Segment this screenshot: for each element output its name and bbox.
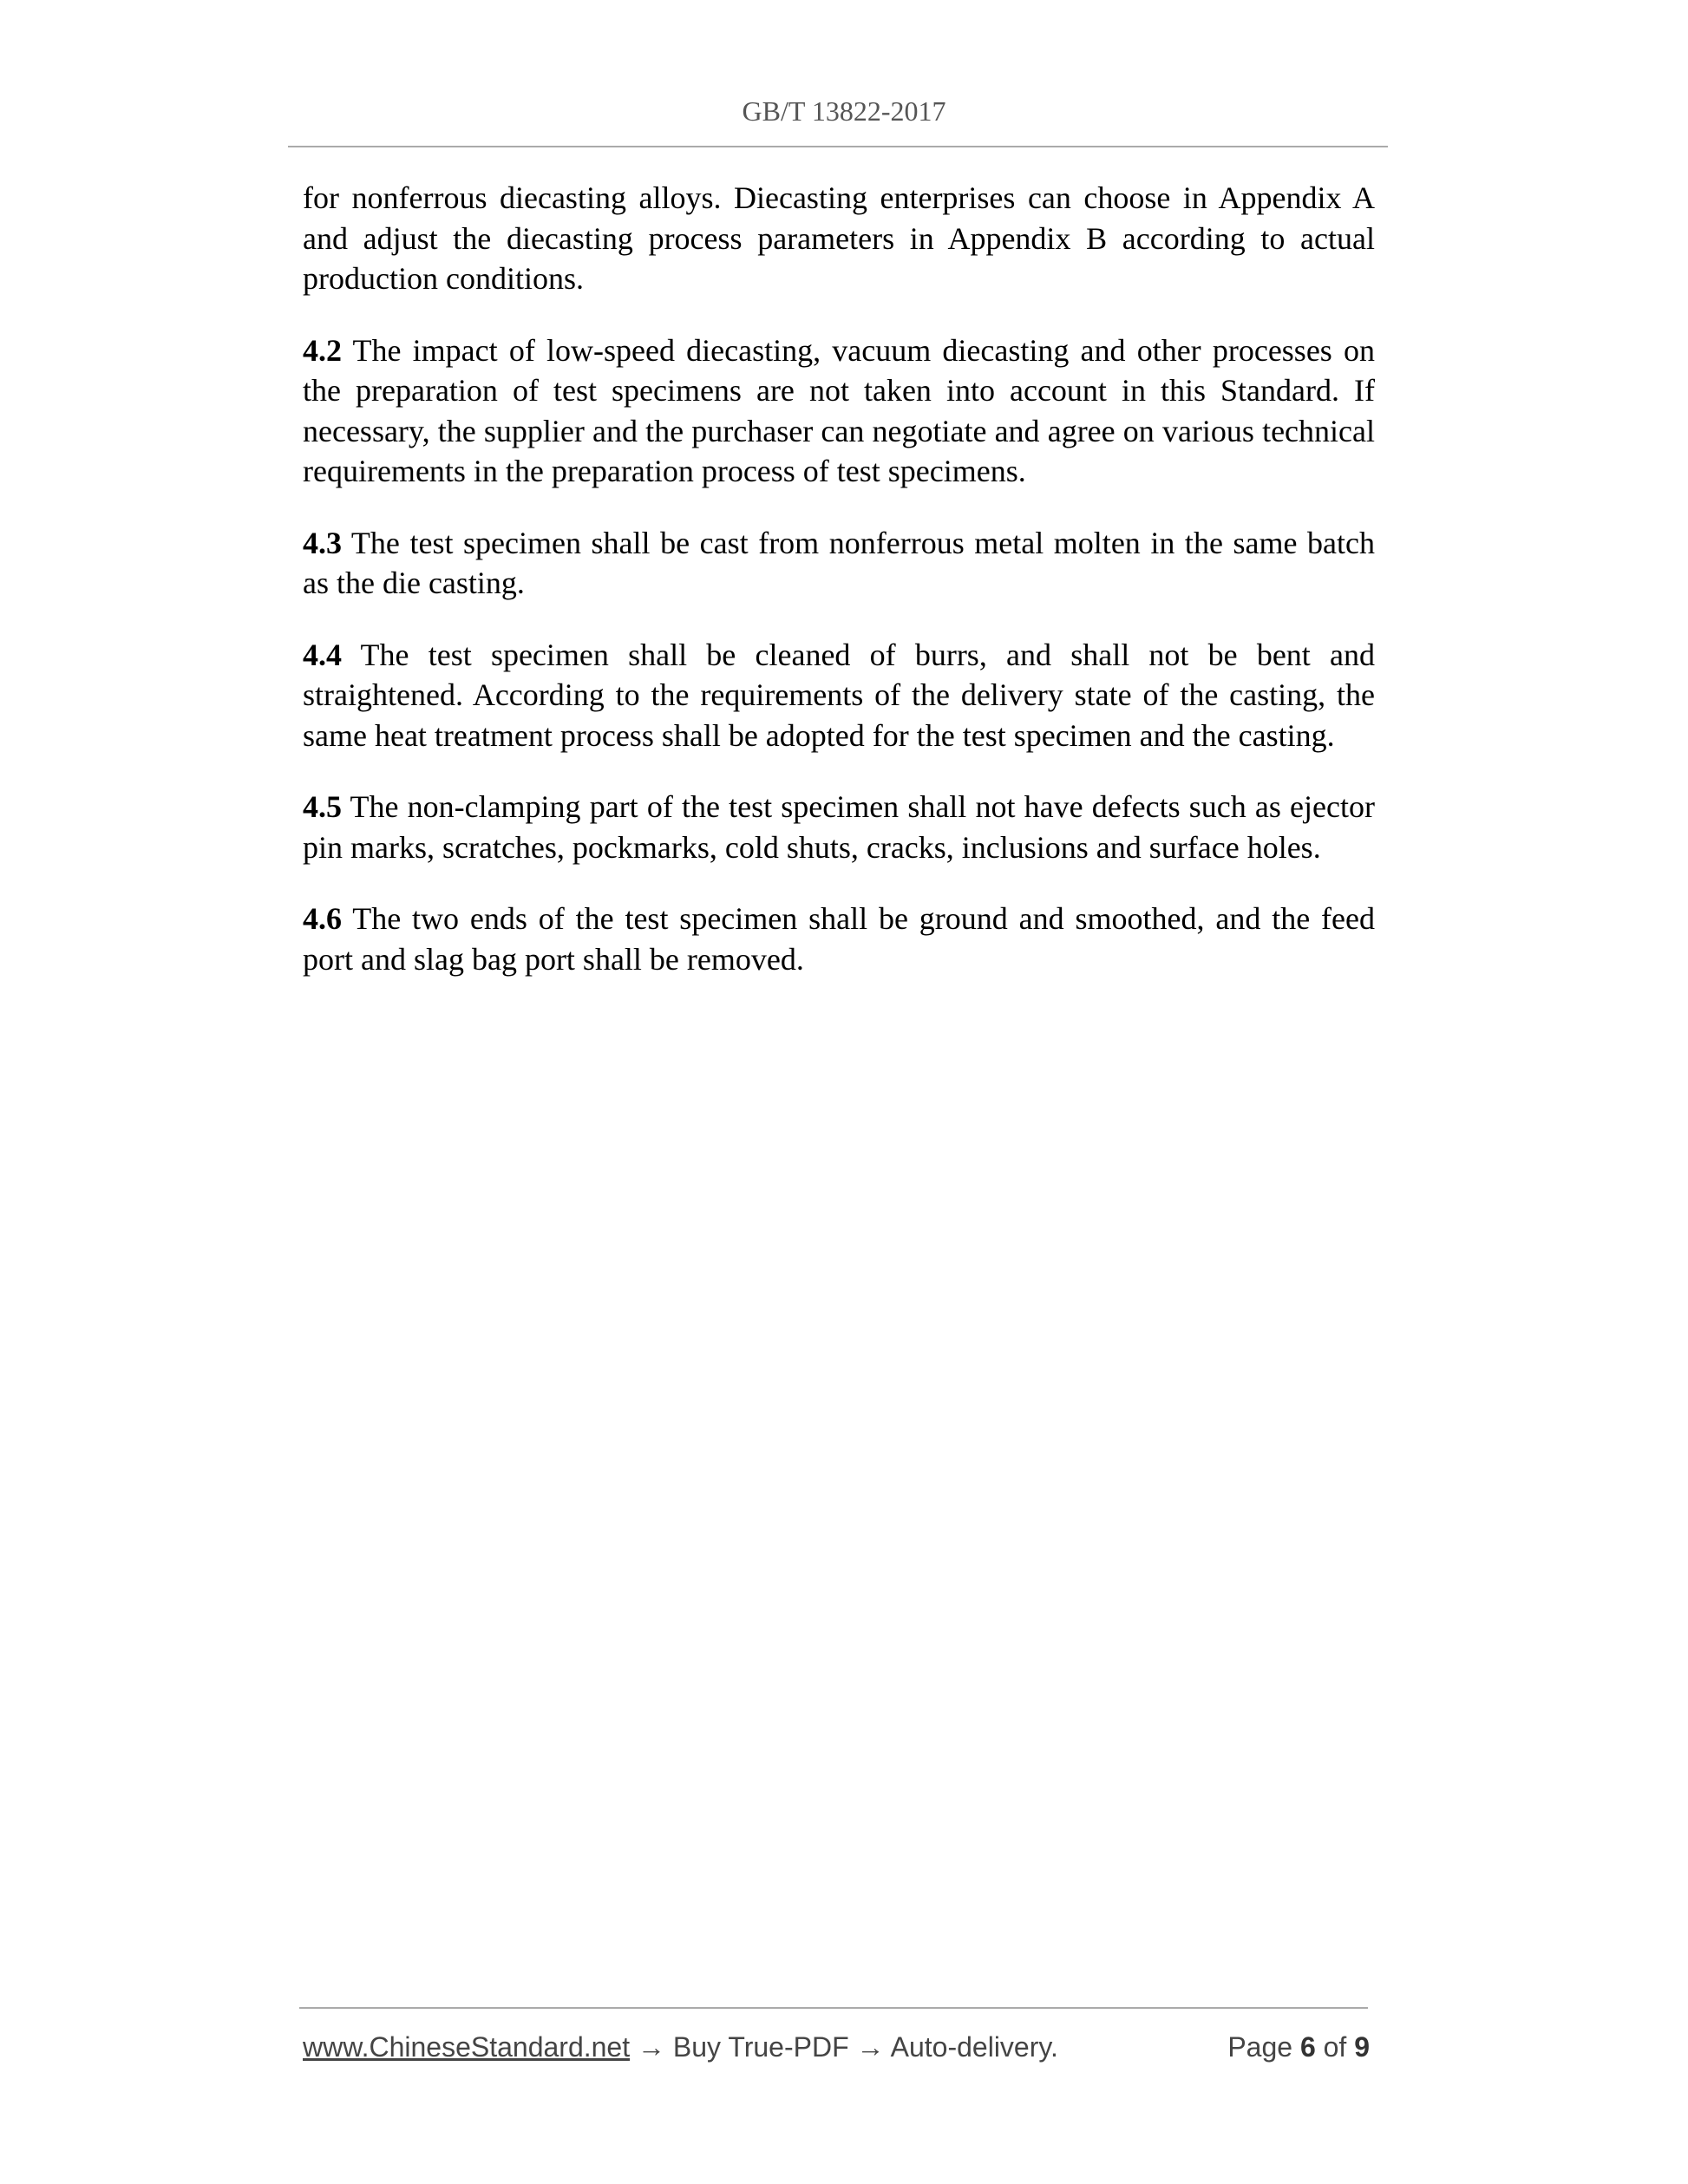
paragraph-4-3 [303,523,1375,604]
paragraph-4-4 [303,635,1375,756]
paragraph-4-6 [303,899,1375,979]
paragraph-continuation [303,178,1375,299]
document-header-title: GB/T 13822-2017 [742,95,946,127]
clause-number: 4.2 [303,332,342,368]
header-divider [288,146,1388,147]
paragraph-text: The two ends of the test specimen shall be ground and smoothed, and the feed port and slag bag port shall be removed. [303,901,1375,977]
page-indicator [1227,2028,1370,2066]
paragraph-4-2 [303,330,1375,492]
clause-number: 4.3 [303,525,342,560]
website-link[interactable]: www.ChineseStandard.net [303,2031,631,2063]
clause-number: 4.6 [303,901,342,936]
arrow-right-icon: → [638,2031,665,2063]
page-of-label: of [1323,2031,1347,2063]
document-body [303,178,1375,1010]
paragraph-text: The test specimen shall be cleaned of burrs, and shall not be bent and straightened. According to the requirements of the delivery state of the casting, the same heat treatment process shall be adopted for the test specimen and the casting. [303,637,1375,753]
current-page-number: 6 [1299,2031,1316,2063]
footer-promo [303,2028,1058,2066]
paragraph-text: The impact of low-speed diecasting, vacuum diecasting and other processes on the preparation of test specimens are not taken into account in this Standard. If necessary, the supplier and the purchaser can negotiate and agree on various technical requirements in the preparation process of test specimens. [303,332,1375,488]
arrow-right-icon: → [856,2031,885,2063]
paragraph-text: The test specimen shall be cast from nonferrous metal molten in the same batch as the die casting. [303,525,1375,600]
total-pages-number: 9 [1354,2031,1370,2063]
buy-true-pdf-text: Buy True-PDF [672,2031,849,2063]
page-label: Page [1227,2031,1293,2063]
paragraph-4-5 [303,787,1375,867]
auto-delivery-text: Auto-delivery. [890,2031,1058,2063]
paragraph-text: for nonferrous diecasting alloys. Diecasting enterprises can choose in Appendix A and adjust the diecasting process parameters in Appendix B according to actual production conditions. [303,180,1375,296]
footer-divider [299,2007,1368,2009]
page-footer [303,2028,1370,2066]
clause-number: 4.5 [303,789,342,824]
paragraph-text: The non-clamping part of the test specimen shall not have defects such as ejector pin marks, scratches, pockmarks, cold shuts, cracks, inclusions and surface holes. [303,789,1375,865]
clause-number: 4.4 [303,637,342,672]
